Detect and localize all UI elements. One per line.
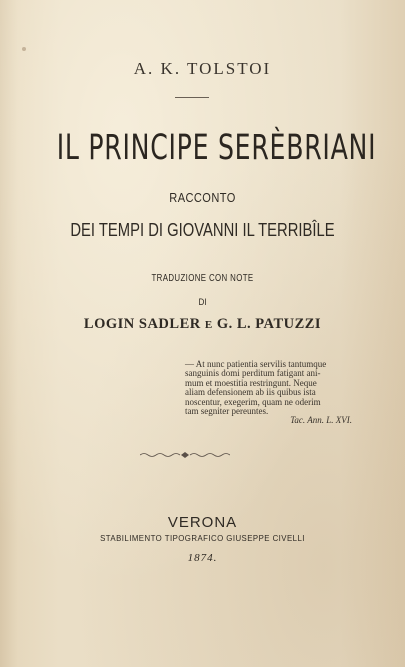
book-title: IL PRINCIPE SERÈBRIANI bbox=[56, 128, 377, 168]
translator-patuzzi: G. L. PATUZZI bbox=[216, 316, 322, 332]
translators-line bbox=[0, 316, 405, 333]
translation-by: DI bbox=[198, 297, 207, 308]
epigraph-line: mum et moestitia restringunt. Neque bbox=[185, 377, 317, 388]
author-name: A. K. TOLSTOI bbox=[133, 59, 272, 78]
short-rule-divider bbox=[175, 97, 209, 98]
ornament-divider bbox=[140, 450, 230, 460]
epigraph bbox=[185, 360, 360, 426]
translation-note: TRADUZIONE CON NOTE bbox=[151, 272, 254, 284]
subtitle-era: DEI TEMPI DI GIOVANNI IL TERRIBÎLE bbox=[70, 219, 335, 240]
translator-sadler: LOGIN SADLER bbox=[83, 316, 201, 332]
imprint-city: VERONA bbox=[167, 514, 238, 531]
foxing-spot bbox=[22, 47, 26, 51]
epigraph-line: noscentur, exegerim, quam ne oderim bbox=[185, 396, 321, 407]
epigraph-line: tam segniter pereuntes. bbox=[185, 406, 269, 417]
imprint-printer: STABILIMENTO TIPOGRAFICO GIUSEPPE CIVELLI bbox=[100, 533, 305, 543]
subtitle-racconto: RACCONTO bbox=[169, 190, 236, 205]
epigraph-line: — At nunc patientia servilis tantumque bbox=[185, 359, 327, 369]
epigraph-citation: Tac. Ann. L. XVI. bbox=[290, 415, 352, 426]
epigraph-line: aliam defensionem ab iis quibus ista bbox=[185, 387, 316, 398]
translator-conjunction: E bbox=[204, 319, 213, 331]
imprint-year: 1874. bbox=[187, 552, 218, 564]
epigraph-line: sanguinis domi perditum fatigant ani- bbox=[185, 368, 321, 379]
